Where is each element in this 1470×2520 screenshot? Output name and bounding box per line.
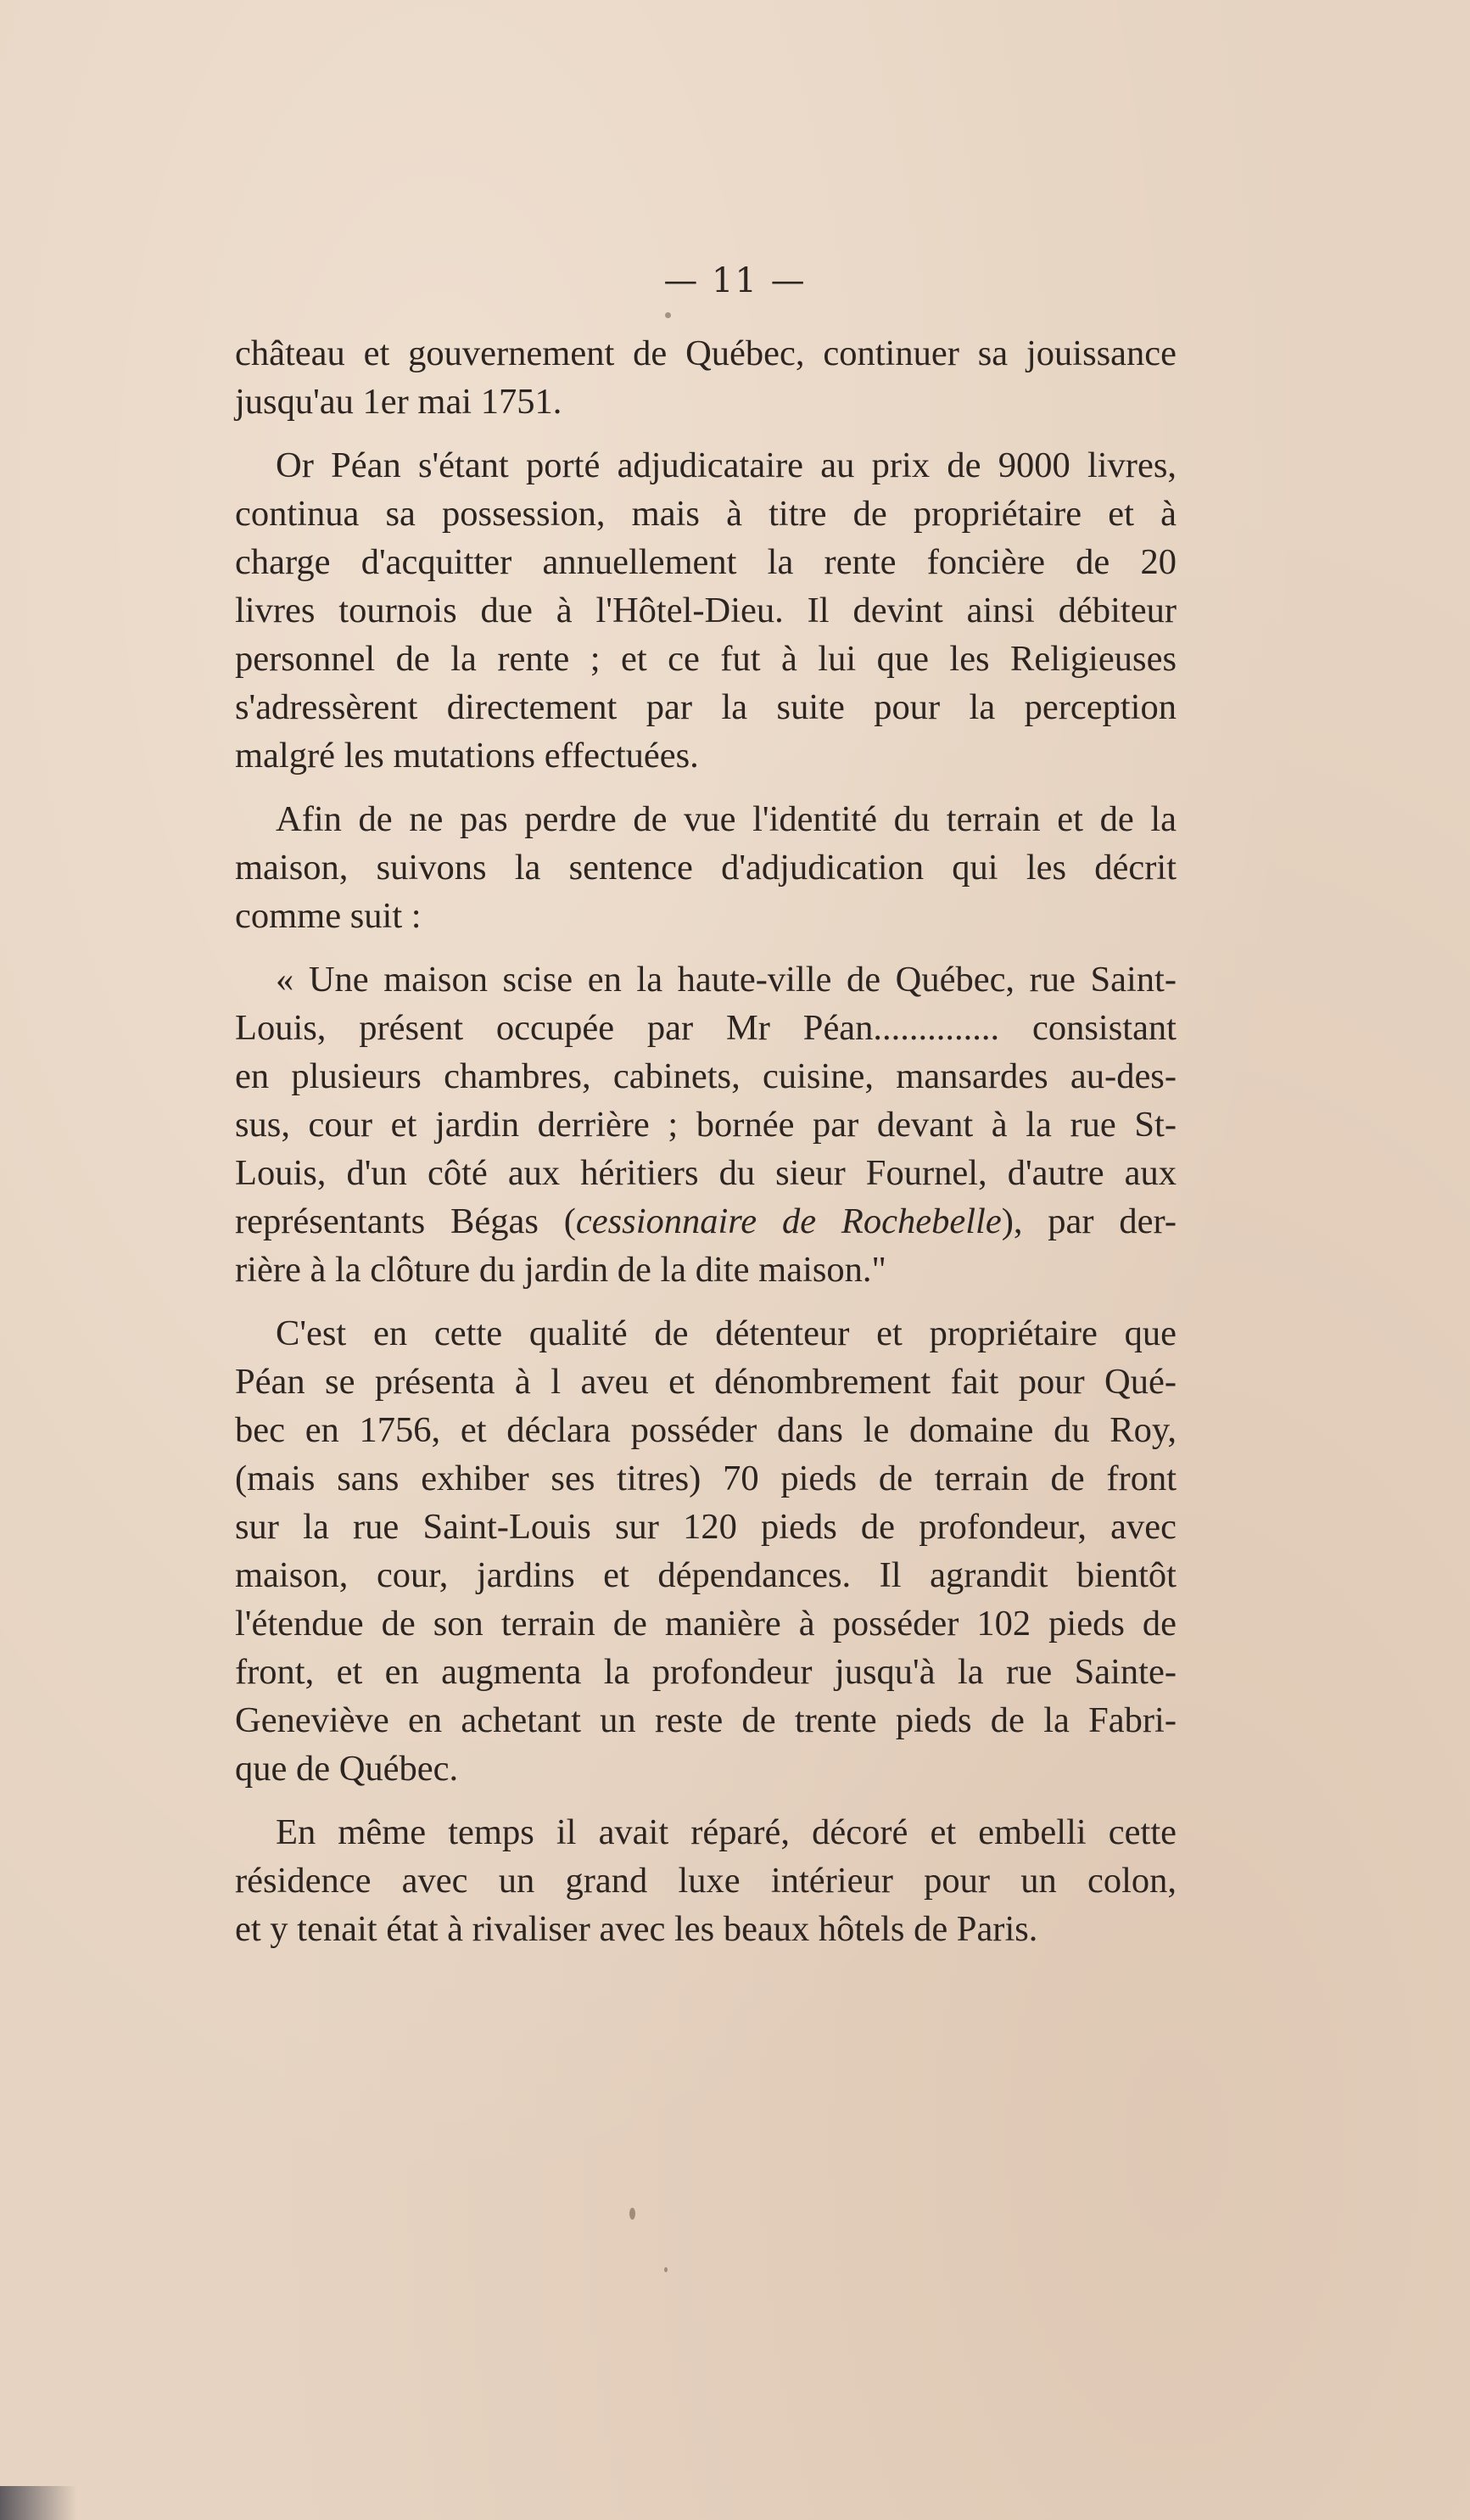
text-line: personnel de la rente ; et ce fut à lui que les Religieuses: [235, 639, 1177, 679]
paragraph-1: [235, 329, 1177, 426]
text-line: Or Péan s'étant porté adjudicataire au prix de 9000 livres,: [276, 445, 1177, 485]
paragraph-3: [235, 795, 1177, 940]
paper-speck: [665, 312, 671, 318]
text-line: maison, suivons la sentence d'adjudication qui les décrit: [235, 848, 1177, 888]
scan-edge-shadow: [0, 2486, 76, 2520]
text-segment: représentants Bégas (: [235, 1201, 576, 1241]
text-line: jusqu'au 1er mai 1751.: [235, 382, 562, 422]
paragraph-2: [235, 441, 1177, 780]
text-line: Louis, d'un côté aux héritiers du sieur Fournel, d'autre aux: [235, 1153, 1177, 1193]
text-line: En même temps il avait réparé, décoré et embelli cette: [276, 1812, 1177, 1852]
text-line: front, et en augmenta la profondeur jusqu'à la rue Sainte-: [235, 1652, 1177, 1692]
text-line: Geneviève en achetant un reste de trente pieds de la Fabri-: [235, 1700, 1177, 1740]
paragraph-6: [235, 1808, 1177, 1953]
text-line: livres tournois due à l'Hôtel-Dieu. Il devint ainsi débiteur: [235, 591, 1177, 630]
text-line: charge d'acquitter annuellement la rente foncière de 20: [235, 542, 1177, 582]
text-line: rière à la clôture du jardin de la dite maison.": [235, 1250, 886, 1290]
page-number: — 11 —: [663, 261, 807, 300]
text-line: s'adressèrent directement par la suite pour la perception: [235, 687, 1177, 727]
text-line: bec en 1756, et déclara posséder dans le domaine du Roy,: [235, 1410, 1177, 1450]
text-line: comme suit :: [235, 896, 422, 936]
paper-speck: [664, 2267, 668, 2272]
text-line-with-italic: [235, 1197, 1177, 1246]
text-line: résidence avec un grand luxe intérieur pour un colon,: [235, 1861, 1177, 1901]
text-line: Péan se présenta à l aveu et dénombrement fait pour Qué-: [235, 1362, 1177, 1402]
text-line: « Une maison scise en la haute-ville de Québec, rue Saint-: [276, 960, 1177, 1000]
paragraph-4-quotation: [235, 955, 1177, 1294]
paper-speck: [629, 2208, 635, 2220]
text-line: Afin de ne pas perdre de vue l'identité du terrain et de la: [276, 799, 1177, 839]
italic-phrase: cessionnaire de Rochebelle: [575, 1201, 1002, 1241]
text-line: continua sa possession, mais à titre de propriétaire et à: [235, 494, 1177, 534]
text-line: sus, cour et jardin derrière ; bornée par devant à la rue St-: [235, 1105, 1177, 1145]
text-line: que de Québec.: [235, 1749, 459, 1789]
paragraph-5: [235, 1309, 1177, 1793]
text-segment: ), par der-: [1001, 1201, 1177, 1241]
text-line: en plusieurs chambres, cabinets, cuisine, mansardes au-des-: [235, 1056, 1177, 1096]
text-line: C'est en cette qualité de détenteur et propriétaire que: [276, 1313, 1177, 1353]
text-line: maison, cour, jardins et dépendances. Il agrandit bientôt: [235, 1555, 1177, 1595]
text-line: l'étendue de son terrain de manière à posséder 102 pieds de: [235, 1604, 1177, 1644]
text-line: sur la rue Saint-Louis sur 120 pieds de profondeur, avec: [235, 1507, 1177, 1547]
text-line: (mais sans exhiber ses titres) 70 pieds de terrain de front: [235, 1459, 1177, 1498]
body-text: [235, 329, 1177, 1953]
text-line: malgré les mutations effectuées.: [235, 736, 699, 776]
text-line: Louis, présent occupée par Mr Péan.............. consistant: [235, 1008, 1177, 1048]
text-line: château et gouvernement de Québec, continuer sa jouissance: [235, 333, 1177, 373]
text-line: et y tenait état à rivaliser avec les beaux hôtels de Paris.: [235, 1909, 1038, 1949]
